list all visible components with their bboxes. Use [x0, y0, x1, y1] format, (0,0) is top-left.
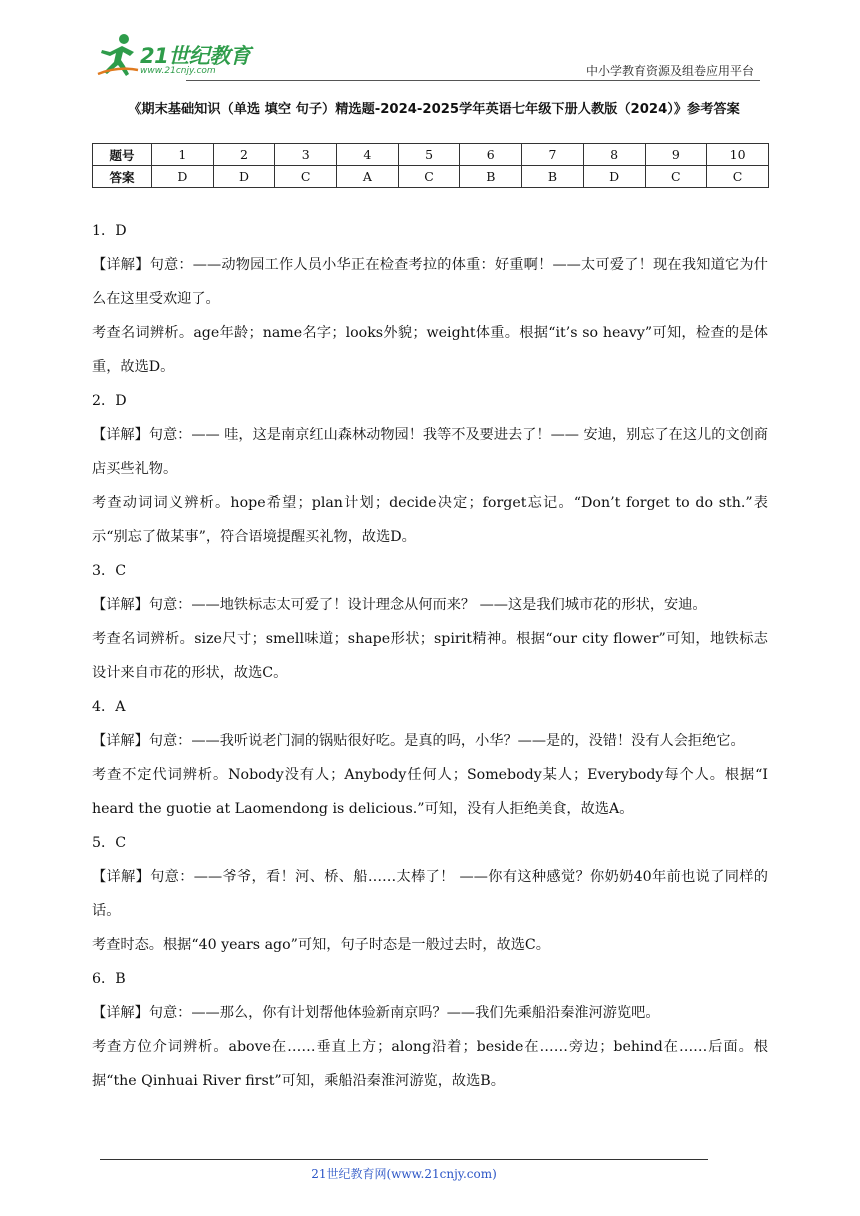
- table-cell: 1: [152, 144, 214, 166]
- table-cell: 7: [522, 144, 584, 166]
- item-2-analysis: 考查动词词义辨析。hope希望；plan计划；decide决定；forget忘记。“Don’t forget to do sth.”表示“别忘了做某事”，符合语境提醒买礼物，故选D。: [92, 495, 768, 545]
- table-row-numbers: [93, 144, 769, 166]
- item-2-heading: 2．D: [92, 393, 127, 409]
- item-3-analysis: 考查名词辨析。size尺寸；smell味道；shape形状；spirit精神。根据“our city flower”可知，地铁标志设计来自市花的形状，故选C。: [92, 631, 768, 681]
- logo-text: 21世纪教育: [140, 44, 251, 68]
- table-cell: 4: [337, 144, 399, 166]
- page-header: [96, 30, 760, 80]
- item-1-heading: 1．D: [92, 223, 127, 239]
- document-title: 《期末基础知识（单选 填空 句子）精选题-2024-2025学年英语七年级下册人教版（2024）》参考答案: [128, 102, 740, 117]
- table-cell: 5: [398, 144, 460, 166]
- item-3-heading: 3．C: [92, 563, 127, 579]
- header-platform-name: 中小学教育资源及组卷应用平台: [585, 64, 754, 78]
- table-cell: D: [152, 166, 214, 188]
- item-1-analysis: 考查名词辨析。age年龄；name名字；looks外貌；weight体重。根据“it’s so heavy”可知，检查的是体重，故选D。: [92, 325, 768, 375]
- item-6-heading: 6．B: [92, 971, 126, 987]
- table-cell: 10: [707, 144, 769, 166]
- table-cell: D: [583, 166, 645, 188]
- answer-explanations: [92, 214, 768, 1098]
- table-cell: C: [275, 166, 337, 188]
- item-1-translation: 【详解】句意：——动物园工作人员小华正在检查考拉的体重：好重啊！——太可爱了！现在我知道它为什么在这里受欢迎了。: [92, 257, 768, 307]
- table-cell: A: [337, 166, 399, 188]
- table-cell: C: [707, 166, 769, 188]
- table-header-answer: 答案: [93, 166, 152, 188]
- item-5-analysis: 考查时态。根据“40 years ago”可知，句子时态是一般过去时，故选C。: [92, 937, 550, 953]
- table-cell: B: [522, 166, 584, 188]
- footer-link[interactable]: 21世纪教育网(www.21cnjy.com): [311, 1167, 497, 1181]
- logo-url: www.21cnjy.com: [140, 66, 216, 76]
- table-cell: 2: [213, 144, 275, 166]
- item-4-heading: 4．A: [92, 699, 126, 715]
- table-cell: 9: [645, 144, 707, 166]
- runner-logo-icon: [96, 30, 140, 78]
- table-cell: 6: [460, 144, 522, 166]
- table-row-answers: [93, 166, 769, 188]
- table-cell: C: [645, 166, 707, 188]
- answer-table: [92, 143, 769, 188]
- table-cell: D: [213, 166, 275, 188]
- item-3-translation: 【详解】句意：——地铁标志太可爱了！设计理念从何而来？ ——这是我们城市花的形状，安迪。: [92, 597, 707, 613]
- site-logo: [96, 30, 266, 78]
- item-4-translation: 【详解】句意：——我听说老门洞的锅贴很好吃。是真的吗，小华？——是的，没错！没有人会拒绝它。: [92, 733, 745, 749]
- table-header-number: 题号: [93, 144, 152, 166]
- item-6-analysis: 考查方位介词辨析。above在……垂直上方；along沿着；beside在……旁边；behind在……后面。根据“the Qinhuai River first”可知，乘船沿秦淮河游览，故选B。: [92, 1039, 768, 1089]
- table-cell: C: [398, 166, 460, 188]
- item-6-translation: 【详解】句意：——那么，你有计划帮他体验新南京吗？——我们先乘船沿秦淮河游览吧。: [92, 1005, 660, 1021]
- item-4-analysis: 考查不定代词辨析。Nobody没有人；Anybody任何人；Somebody某人；Everybody每个人。根据“I heard the guotie at Laomendong is delicious.”可知，没有人拒绝美食，故选A。: [92, 767, 768, 817]
- table-cell: 3: [275, 144, 337, 166]
- footer-divider: [100, 1159, 708, 1160]
- table-cell: 8: [583, 144, 645, 166]
- item-5-translation: 【详解】句意：——爷爷，看！河、桥、船……太棒了！ ——你有这种感觉？你奶奶40年前也说了同样的话。: [92, 869, 768, 919]
- item-2-translation: 【详解】句意：—— 哇，这是南京红山森林动物园！我等不及要进去了！—— 安迪，别忘了在这儿的文创商店买些礼物。: [92, 427, 768, 477]
- item-5-heading: 5．C: [92, 835, 127, 851]
- header-divider: [186, 80, 760, 81]
- table-cell: B: [460, 166, 522, 188]
